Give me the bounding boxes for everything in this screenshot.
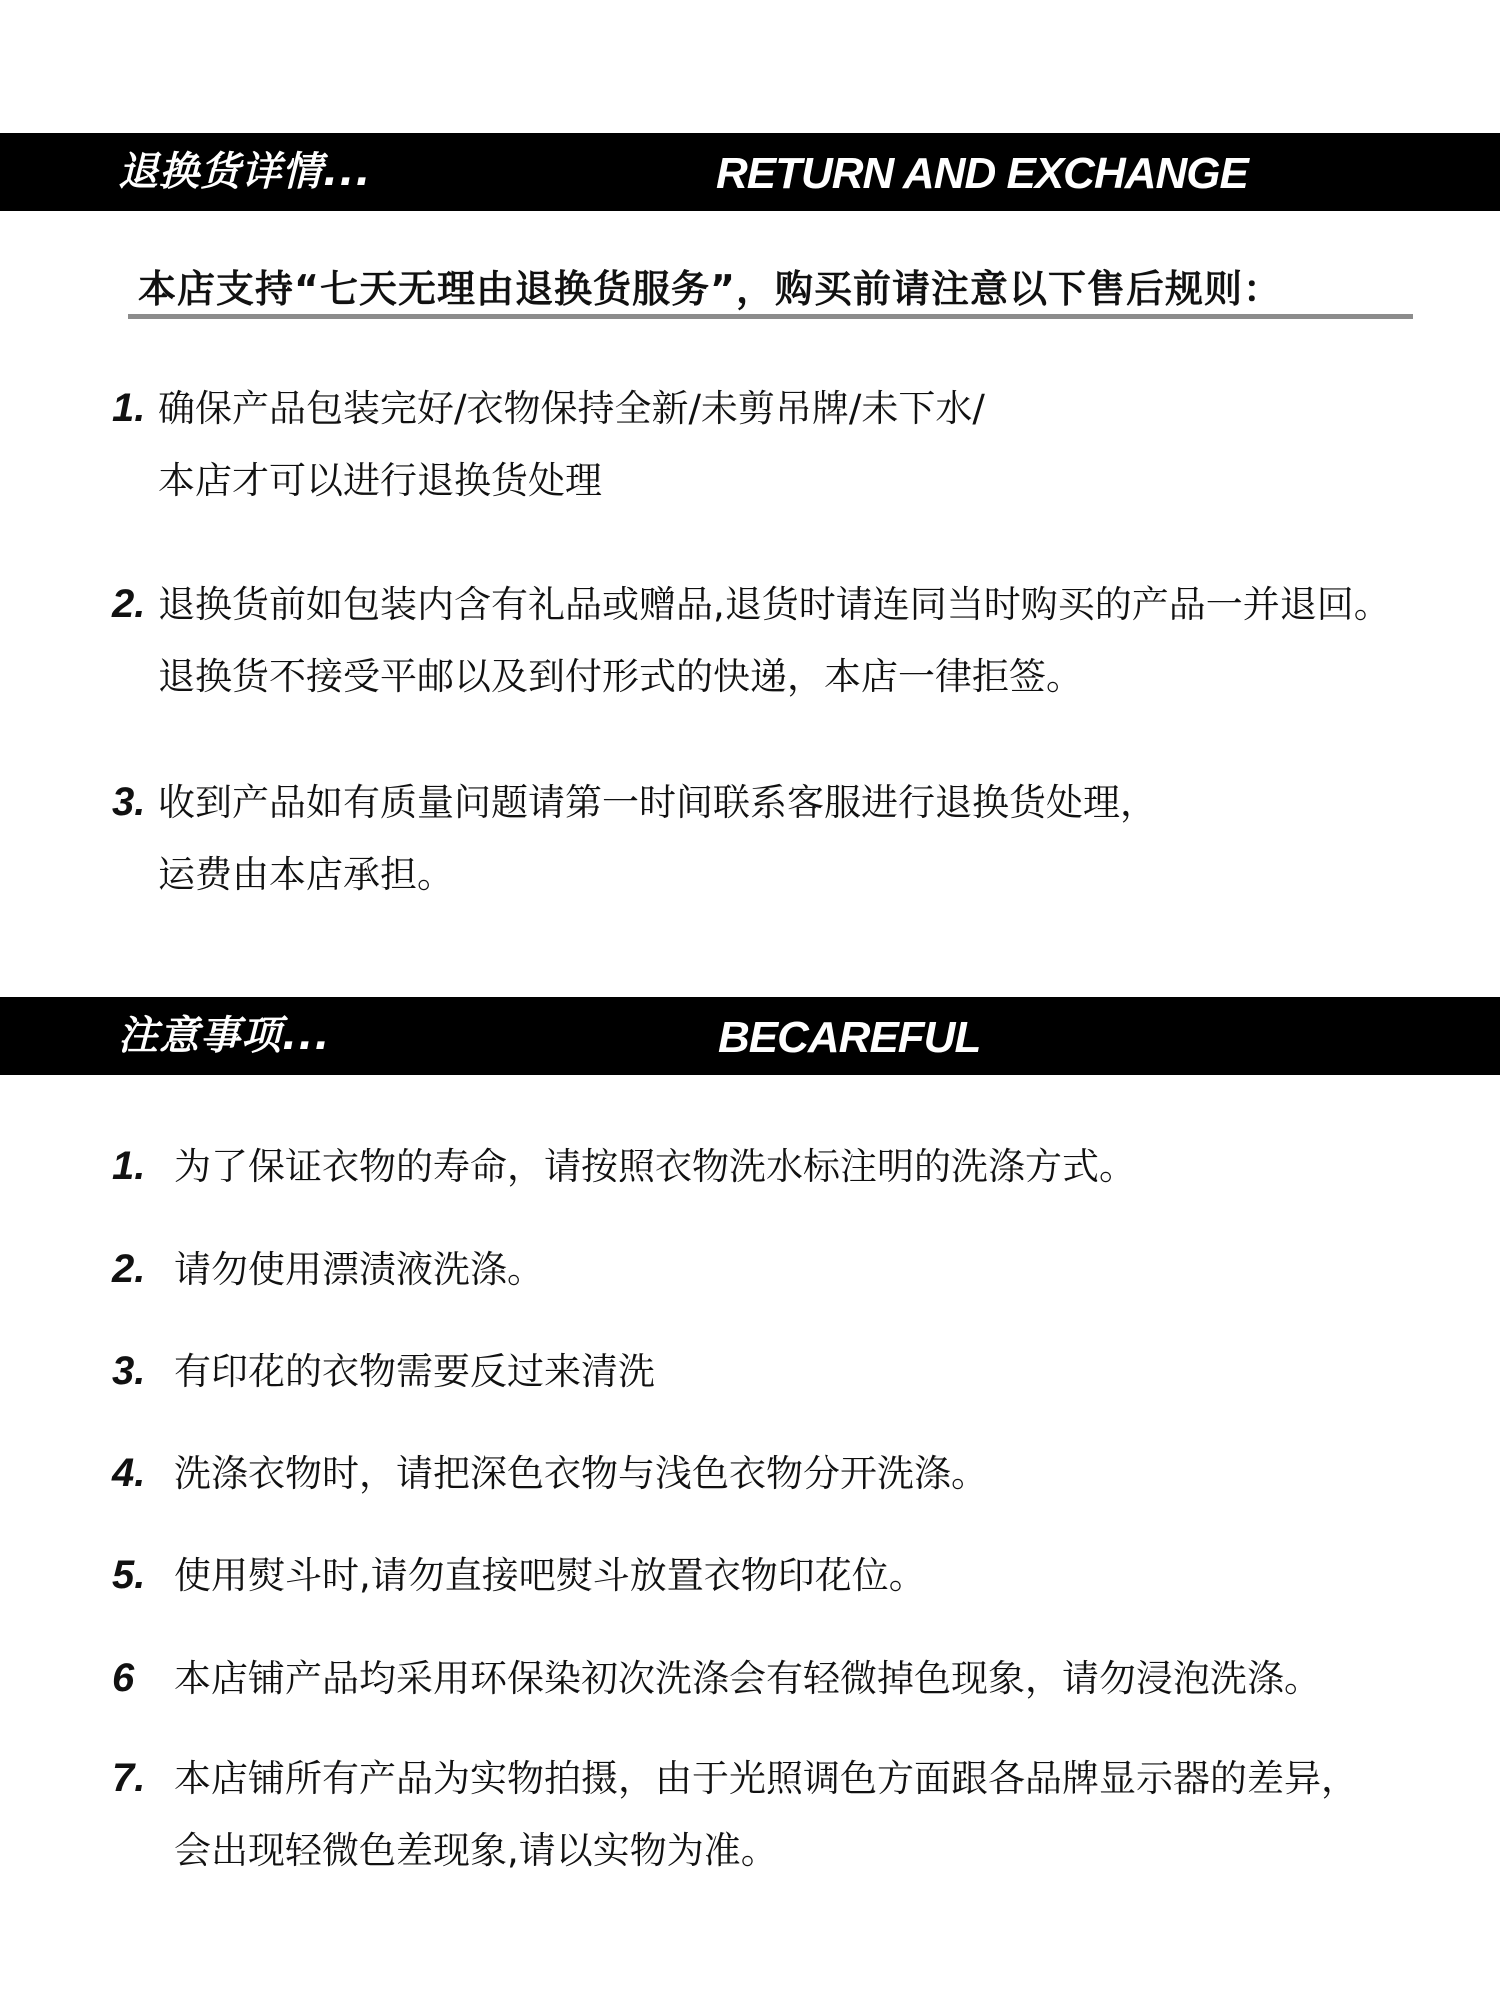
note-number: 5.	[112, 1553, 146, 1597]
care-note-1	[112, 1130, 1136, 1203]
note-text: 洗涤衣物时，请把深色衣物与浅色衣物分开洗涤。	[174, 1452, 988, 1495]
rule-text-line2: 本店才可以进行退换货处理	[158, 459, 602, 502]
note-text-line1: 本店铺所有产品为实物拍摄，由于光照调色方面跟各品牌显示器的差异，	[174, 1757, 1358, 1800]
care-note-6	[112, 1642, 1321, 1715]
note-text: 为了保证衣物的寿命，请按照衣物洗水标注明的洗涤方式。	[174, 1145, 1136, 1188]
rule-text-line2: 退换货不接受平邮以及到付形式的快递，本店一律拒签。	[158, 655, 1083, 698]
return-title-cn: 退换货详情...	[118, 149, 372, 195]
return-title-en: RETURN AND EXCHANGE	[716, 149, 1248, 198]
care-note-2	[112, 1233, 544, 1306]
care-title-cn: 注意事项...	[118, 1013, 331, 1059]
care-note-5	[112, 1539, 926, 1612]
note-number: 2.	[112, 1247, 146, 1291]
note-text: 本店铺产品均采用环保染初次洗涤会有轻微掉色现象，请勿浸泡洗涤。	[174, 1657, 1321, 1700]
care-note-3	[112, 1335, 655, 1408]
rule-text-line1: 退换货前如包装内含有礼品或赠品,退货时请连同当时购买的产品一并退回。	[158, 583, 1391, 626]
rule-text-line1: 确保产品包装完好/衣物保持全新/未剪吊牌/未下水/	[158, 387, 985, 430]
note-text-line2: 会出现轻微色差现象,请以实物为准。	[174, 1829, 778, 1872]
note-text: 有印花的衣物需要反过来清洗	[174, 1350, 655, 1393]
return-rule-2	[112, 568, 1391, 713]
note-number: 1.	[112, 1144, 146, 1188]
return-exchange-banner	[0, 133, 1500, 211]
care-title-en: BECAREFUL	[718, 1013, 981, 1062]
note-text: 使用熨斗时,请勿直接吧熨斗放置衣物印花位。	[174, 1554, 926, 1597]
rule-text-line1: 收到产品如有质量问题请第一时间联系客服进行退换货处理，	[158, 781, 1157, 824]
rule-text-line2: 运费由本店承担。	[158, 853, 454, 896]
care-note-4	[112, 1437, 988, 1510]
note-text: 请勿使用漂渍液洗涤。	[174, 1248, 544, 1291]
return-rule-1	[112, 372, 985, 517]
note-number: 3.	[112, 1349, 146, 1393]
rule-number: 1.	[112, 386, 146, 430]
care-note-7	[112, 1742, 1358, 1887]
note-number: 4.	[112, 1451, 146, 1495]
rule-number: 3.	[112, 780, 146, 824]
rule-number: 2.	[112, 582, 146, 626]
note-number: 6	[112, 1656, 135, 1700]
return-rule-3	[112, 766, 1157, 911]
return-policy-notice: 本店支持“七天无理由退换货服务”，购买前请注意以下售后规则：	[138, 267, 1282, 311]
care-notes-banner	[0, 997, 1500, 1075]
notice-underline	[128, 314, 1413, 319]
note-number: 7.	[112, 1756, 146, 1800]
